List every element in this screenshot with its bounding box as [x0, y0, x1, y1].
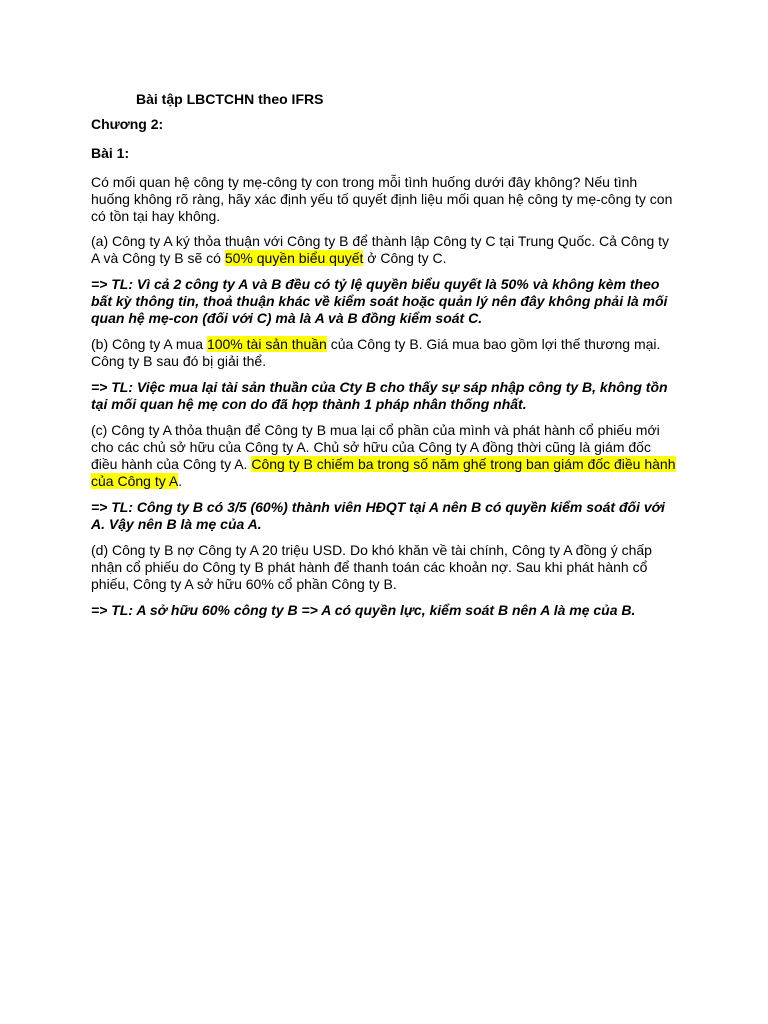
- case-a-text-after: ở Công ty C.: [363, 250, 447, 266]
- case-a-text-before: (a) Công ty A ký thỏa thuận với Công ty B để thành lập Công ty C tại Trung Quốc. Cả Công ty A và Công ty B sẽ có: [91, 233, 670, 266]
- intro-paragraph: Có mối quan hệ công ty mẹ-công ty con trong mỗi tình huống dưới đây không? Nếu tình huống không rõ ràng, hãy xác định yếu tố quyết định liệu mối quan hệ công ty mẹ-công ty con có tồn tại hay không.: [91, 174, 673, 224]
- case-d-answer: => TL: A sở hữu 60% công ty B => A có quyền lực, kiểm soát B nên A là mẹ của B.: [91, 602, 636, 618]
- case-b-text-after: của Công ty B. Giá mua bao gồm lợi thế thương mại. Công ty B sau đó bị giải thể.: [91, 336, 661, 369]
- case-b-question: [91, 336, 679, 370]
- case-c-question: [91, 422, 679, 490]
- case-c-text-after: .: [178, 473, 183, 489]
- chapter-heading: Chương 2:: [91, 116, 164, 132]
- case-a-question: [91, 233, 679, 267]
- case-b-highlight: 100% tài sản thuần: [206, 336, 327, 352]
- case-d-text-before: (d) Công ty B nợ Công ty A 20 triệu USD. Do khó khăn về tài chính, Công ty A đồng ý chấp nhận cổ phiếu do Công ty B phát hành để thanh toán các khoản nợ. Sau khi phát hành cổ phiếu, Công ty A sở hữu 60% cổ phần Công ty B.: [91, 542, 652, 592]
- case-c-text-before: (c) Công ty A thỏa thuận để Công ty B mua lại cổ phần của mình và phát hành cổ phiếu mới cho các chủ sở hữu của Công ty A. Chủ sở hữu của Công ty A đồng thời cũng là giám đốc điều hành của Công ty A.: [91, 422, 660, 472]
- case-c-answer: => TL: Công ty B có 3/5 (60%) thành viên HĐQT tại A nên B có quyền kiểm soát đối với A. Vậy nên B là mẹ của A.: [91, 499, 665, 532]
- document-title: Bài tập LBCTCHN theo IFRS: [136, 91, 324, 107]
- case-d-question: [91, 542, 679, 593]
- exercise-heading: Bài 1:: [91, 145, 130, 161]
- case-a-highlight: 50% quyền biểu quyết: [224, 250, 364, 266]
- case-b-text-before: (b) Công ty A mua: [91, 336, 207, 352]
- case-b-answer: => TL: Việc mua lại tài sản thuần của Cty B cho thấy sự sáp nhập công ty B, không tồn tại mối quan hệ mẹ con do đã hợp thành 1 pháp nhân thống nhất.: [91, 379, 668, 412]
- case-a-answer: => TL: Vì cả 2 công ty A và B đều có tỷ lệ quyền biểu quyết là 50% và không kèm theo bất kỳ thông tin, thoả thuận khác về kiểm soát hoặc quản lý nên đây không phải là mối quan hệ mẹ-con (đối với C) mà là A và B đồng kiểm soát C.: [91, 276, 668, 326]
- case-c-highlight: Công ty B chiếm ba trong số năm ghế trong ban giám đốc điều hành của Công ty A: [91, 456, 676, 489]
- document-content: [91, 91, 679, 628]
